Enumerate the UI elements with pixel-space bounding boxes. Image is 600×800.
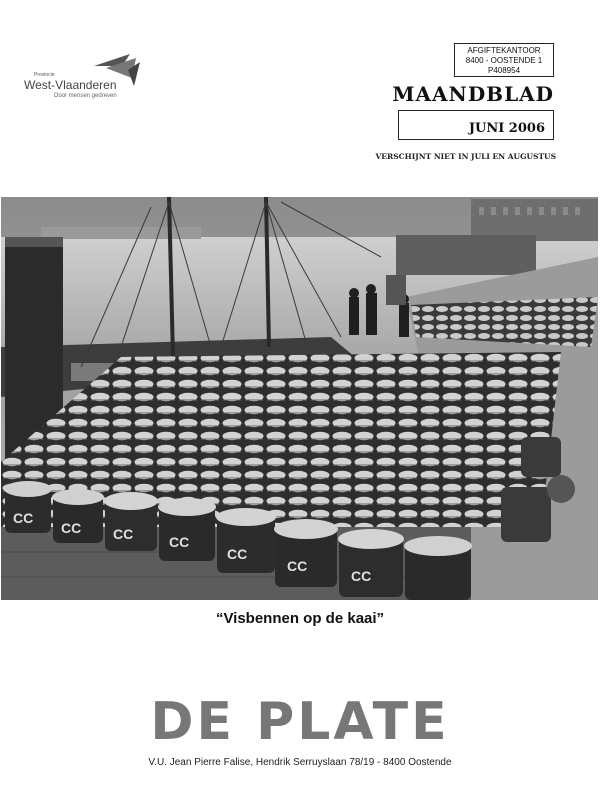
basket-chalk-label: CC [351,568,372,584]
photo-caption: “Visbennen op de kaai” [215,610,385,627]
postal-box [454,43,554,77]
cover-photo [1,197,598,600]
issue-date: JUNI 2006 [468,121,545,136]
postal-permit-number: P408954 [487,66,521,75]
postal-office-label: AFGIFTEKANTOOR [467,46,541,55]
basket-chalk-label: CC [113,526,134,542]
logo-name: West-Vlaanderen [24,78,117,92]
publication-notice: VERSCHIJNT NIET IN JULI EN AUGUSTUS [375,152,556,161]
masthead-label: MAANDBLAD [392,82,554,106]
basket-chalk-label: CC [287,558,308,574]
issue-date-box [398,110,554,140]
magazine-title: DE PLATE [150,692,450,752]
postal-office-city: 8400 - OOSTENDE 1 [465,56,543,65]
basket-chalk-label: CC [227,546,248,562]
logo-province-label: Provincie [34,72,55,78]
basket-chalk-label: CC [61,520,82,536]
publisher-responsible: V.U. Jean Pierre Falise, Hendrik Serruyslaan 78/19 - 8400 Oostende [148,757,452,768]
logo-tagline: Door mensen gedreven [54,93,117,99]
province-logo [22,52,142,104]
basket-chalk-label: CC [169,534,190,550]
basket-chalk-label: CC [13,510,34,526]
